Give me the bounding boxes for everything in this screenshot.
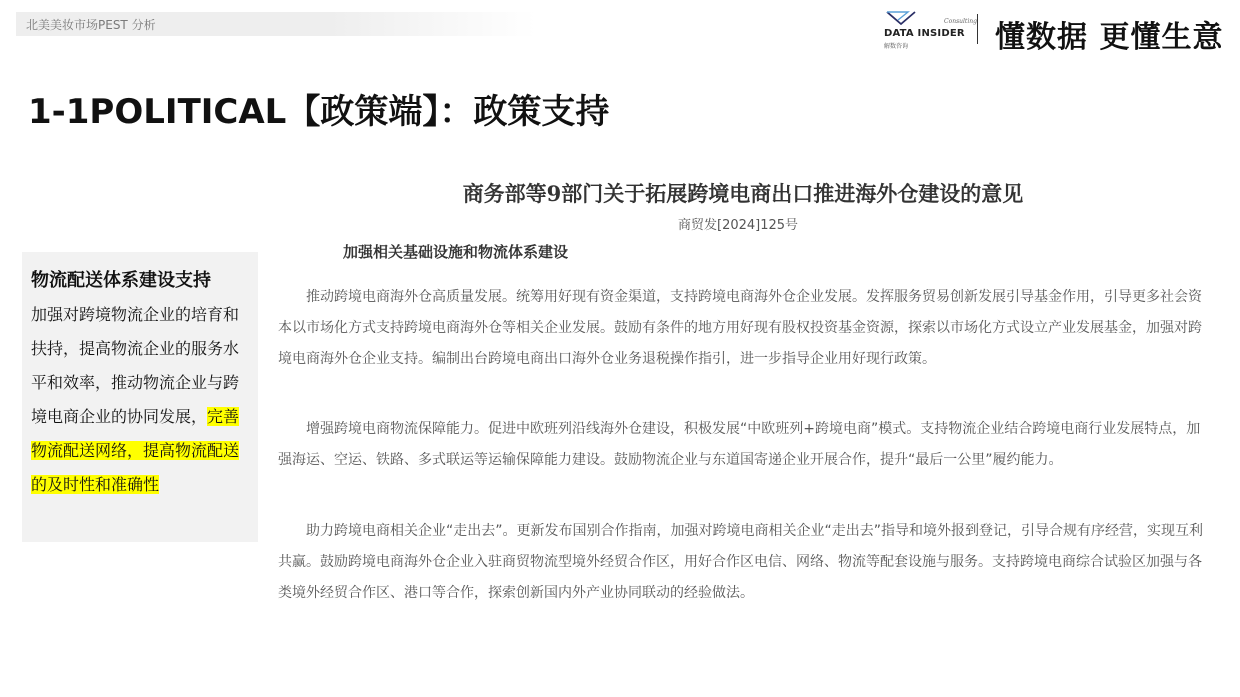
top-section-bar [16, 12, 536, 36]
brand-header [880, 8, 1230, 55]
document-number: 商贸发[2024]125号 [678, 218, 799, 233]
page-title: 1-1POLITICAL【政策端】：政策支持 [28, 92, 610, 132]
policy-document-excerpt [278, 170, 1208, 610]
logo-tagline: Consulting [944, 18, 977, 25]
card-heading: 物流配送体系建设支持 [31, 270, 211, 291]
logo-chinese-name: 解数咨询 [884, 43, 909, 50]
document-section-heading: 加强相关基础设施和物流体系建设 [343, 243, 569, 261]
document-title: 商务部等9部门关于拓展跨境电商出口推进海外仓建设的意见 [462, 181, 1024, 206]
document-paragraph: 推动跨境电商海外仓高质量发展。统筹用好现有资金渠道，支持跨境电商海外仓企业发展。发挥服务贸易创新发展引导基金作用，引导更多社会资本以市场化方式支持跨境电商海外仓等相关企业发展。鼓励有条件的地方用好现有股权投资基金资源，探索以市场化方式设立产业发展基金，加强对跨境电商海外仓企业支持。编制出台跨境电商出口海外仓业务退税操作指引，进一步指导企业用好现行政策。 [278, 289, 1202, 367]
brand-divider [977, 14, 978, 44]
company-logo [880, 10, 977, 50]
data-insider-logo-icon [886, 10, 916, 26]
card-body-text: 加强对跨境物流企业的培育和扶持，提高物流企业的服务水平和效率，推动物流企业与跨境电商企业的协同发展， [31, 305, 240, 426]
card-body-highlight: 完善物流配送网络，提高物流配送的及时性和准确性 [31, 407, 240, 494]
logo-wordmark: DATA INSIDER [884, 28, 965, 39]
document-paragraph: 助力跨境电商相关企业“走出去”。更新发布国别合作指南，加强对跨境电商相关企业“走出去”指导和境外报到登记，引导合规有序经营，实现互利共赢。鼓励跨境电商海外仓企业入驻商贸物流型境外经贸合作区，用好合作区电信、网络、物流等配套设施与服务。支持跨境电商综合试验区加强与各类境外经贸合作区、港口等合作，探索创新国内外产业协同联动的经验做法。 [278, 523, 1204, 601]
document-paragraph: 增强跨境电商物流保障能力。促进中欧班列沿线海外仓建设，积极发展“中欧班列+跨境电商”模式。支持物流企业结合跨境电商行业发展特点，加强海运、空运、铁路、多式联运等运输保障能力建设。鼓励物流企业与东道国寄递企业开展合作，提升“最后一公里”履约能力。 [278, 421, 1201, 468]
card-body [31, 298, 253, 502]
brand-slogan: 懂数据 更懂生意 [995, 20, 1224, 55]
policy-summary-card [22, 252, 258, 542]
section-title: 北美美妆市场PEST 分析 [26, 18, 156, 32]
